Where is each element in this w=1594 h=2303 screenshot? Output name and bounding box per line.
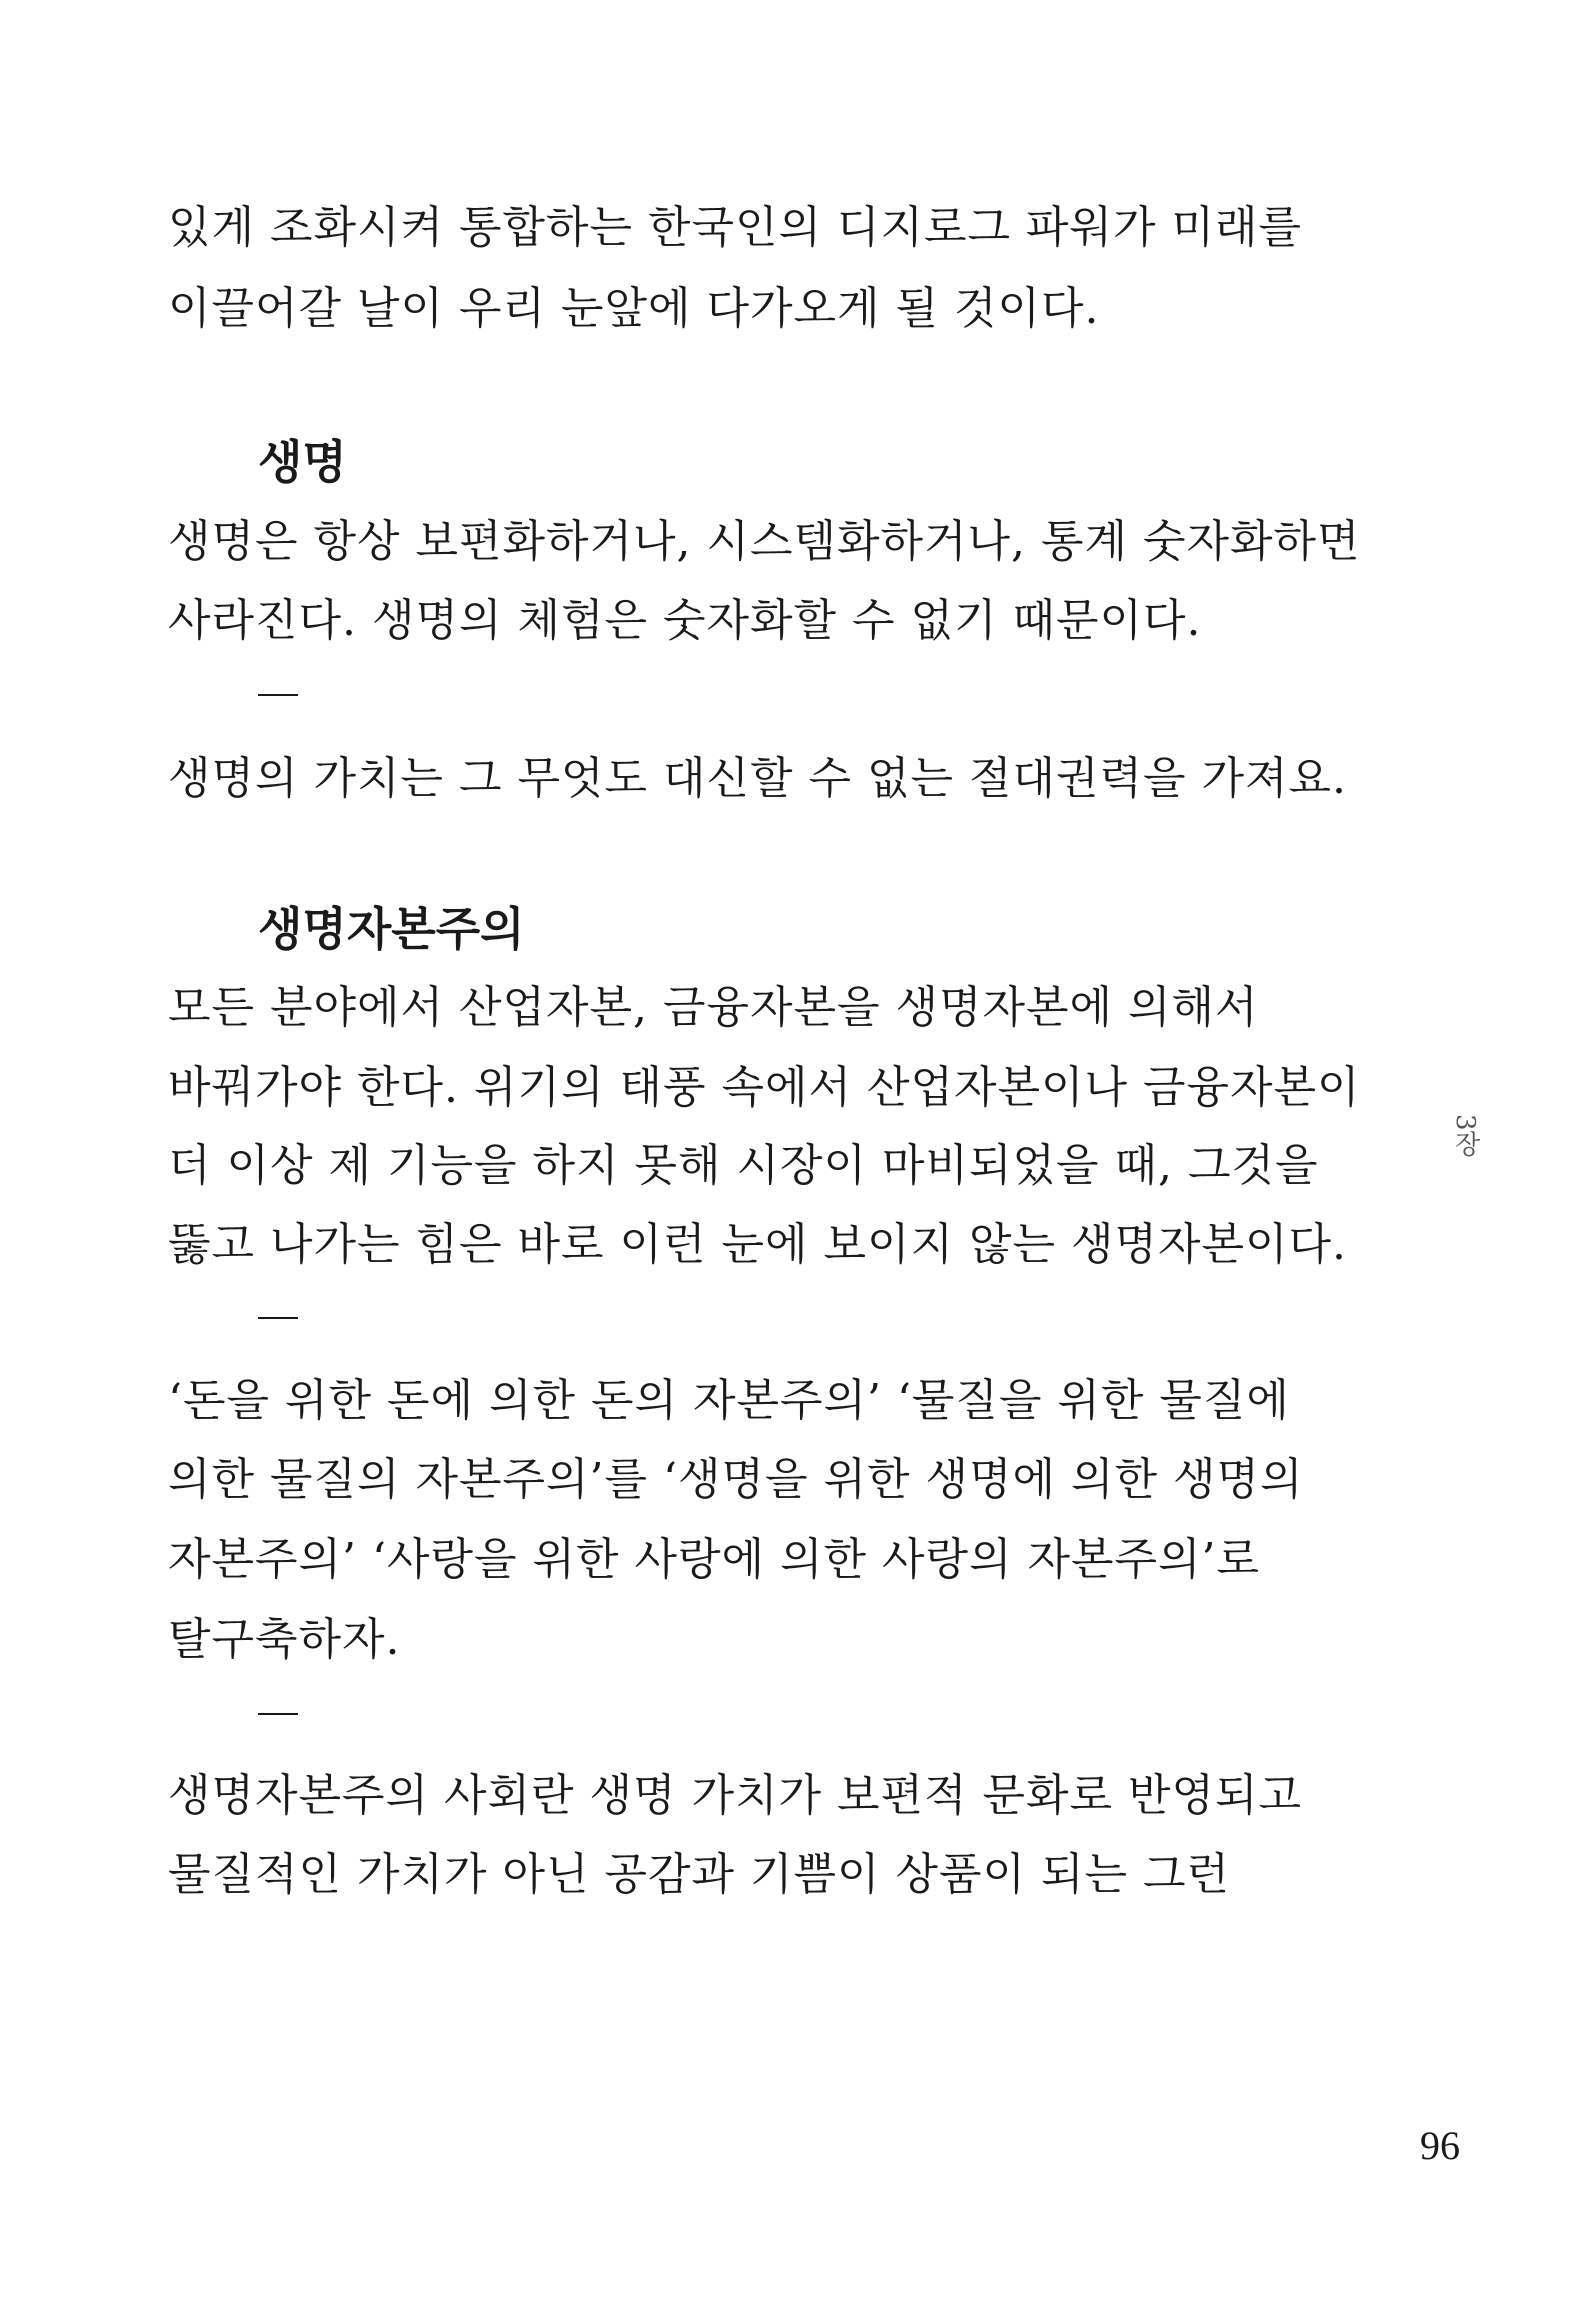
intro-line-1: 있게 조화시켜 통합하는 한국인의 디지로그 파워가 미래를 <box>168 202 1303 253</box>
page-number: 96 <box>1420 2123 1460 2168</box>
section-heading-life: 생명 <box>258 435 347 489</box>
capitalism-para1-line-1: 모든 분야에서 산업자본, 금융자본을 생명자본에 의해서 <box>168 982 1259 1033</box>
capitalism-para2-line-2: 의한 물질의 자본주의’를 ‘생명을 위한 생명에 의한 생명의 <box>168 1454 1304 1505</box>
capitalism-para2-line-4: 탈구축하자. <box>168 1614 401 1665</box>
capitalism-para1-line-4: 뚫고 나가는 힘은 바로 이런 눈에 보이지 않는 생명자본이다. <box>168 1219 1347 1270</box>
capitalism-para1-line-2: 바꿔가야 한다. 위기의 태풍 속에서 산업자본이나 금융자본이 <box>168 1062 1361 1113</box>
intro-line-2: 이끌어갈 날이 우리 눈앞에 다가오게 될 것이다. <box>168 283 1100 334</box>
life-para1-line-1: 생명은 항상 보편화하거나, 시스템화하거나, 통계 숫자화하면 <box>168 516 1361 567</box>
section-divider-dash <box>258 1317 298 1319</box>
capitalism-para1-line-3: 더 이상 제 기능을 하지 못해 시장이 마비되었을 때, 그것을 <box>168 1140 1319 1191</box>
capitalism-para2-line-1: ‘돈을 위한 돈에 의한 돈의 자본주의’ ‘물질을 위한 물질에 <box>168 1375 1290 1426</box>
section-heading-life-capitalism: 생명자본주의 <box>258 902 525 956</box>
capitalism-para3-line-2: 물질적인 가치가 아닌 공감과 기쁨이 상품이 되는 그런 <box>168 1849 1230 1900</box>
section-divider-dash <box>258 694 298 696</box>
capitalism-para3-line-1: 생명자본주의 사회란 생명 가치가 보편적 문화로 반영되고 <box>168 1770 1303 1821</box>
capitalism-para2-line-3: 자본주의’ ‘사랑을 위한 사랑에 의한 사랑의 자본주의’로 <box>168 1534 1260 1585</box>
life-para1-line-2: 사라진다. 생명의 체험은 숫자화할 수 없기 때문이다. <box>168 595 1202 646</box>
life-para2-line-1: 생명의 가치는 그 무엇도 대신할 수 없는 절대권력을 가져요. <box>168 753 1347 804</box>
section-divider-dash <box>258 1713 298 1715</box>
chapter-tab: 3장 <box>1450 1113 1480 1157</box>
